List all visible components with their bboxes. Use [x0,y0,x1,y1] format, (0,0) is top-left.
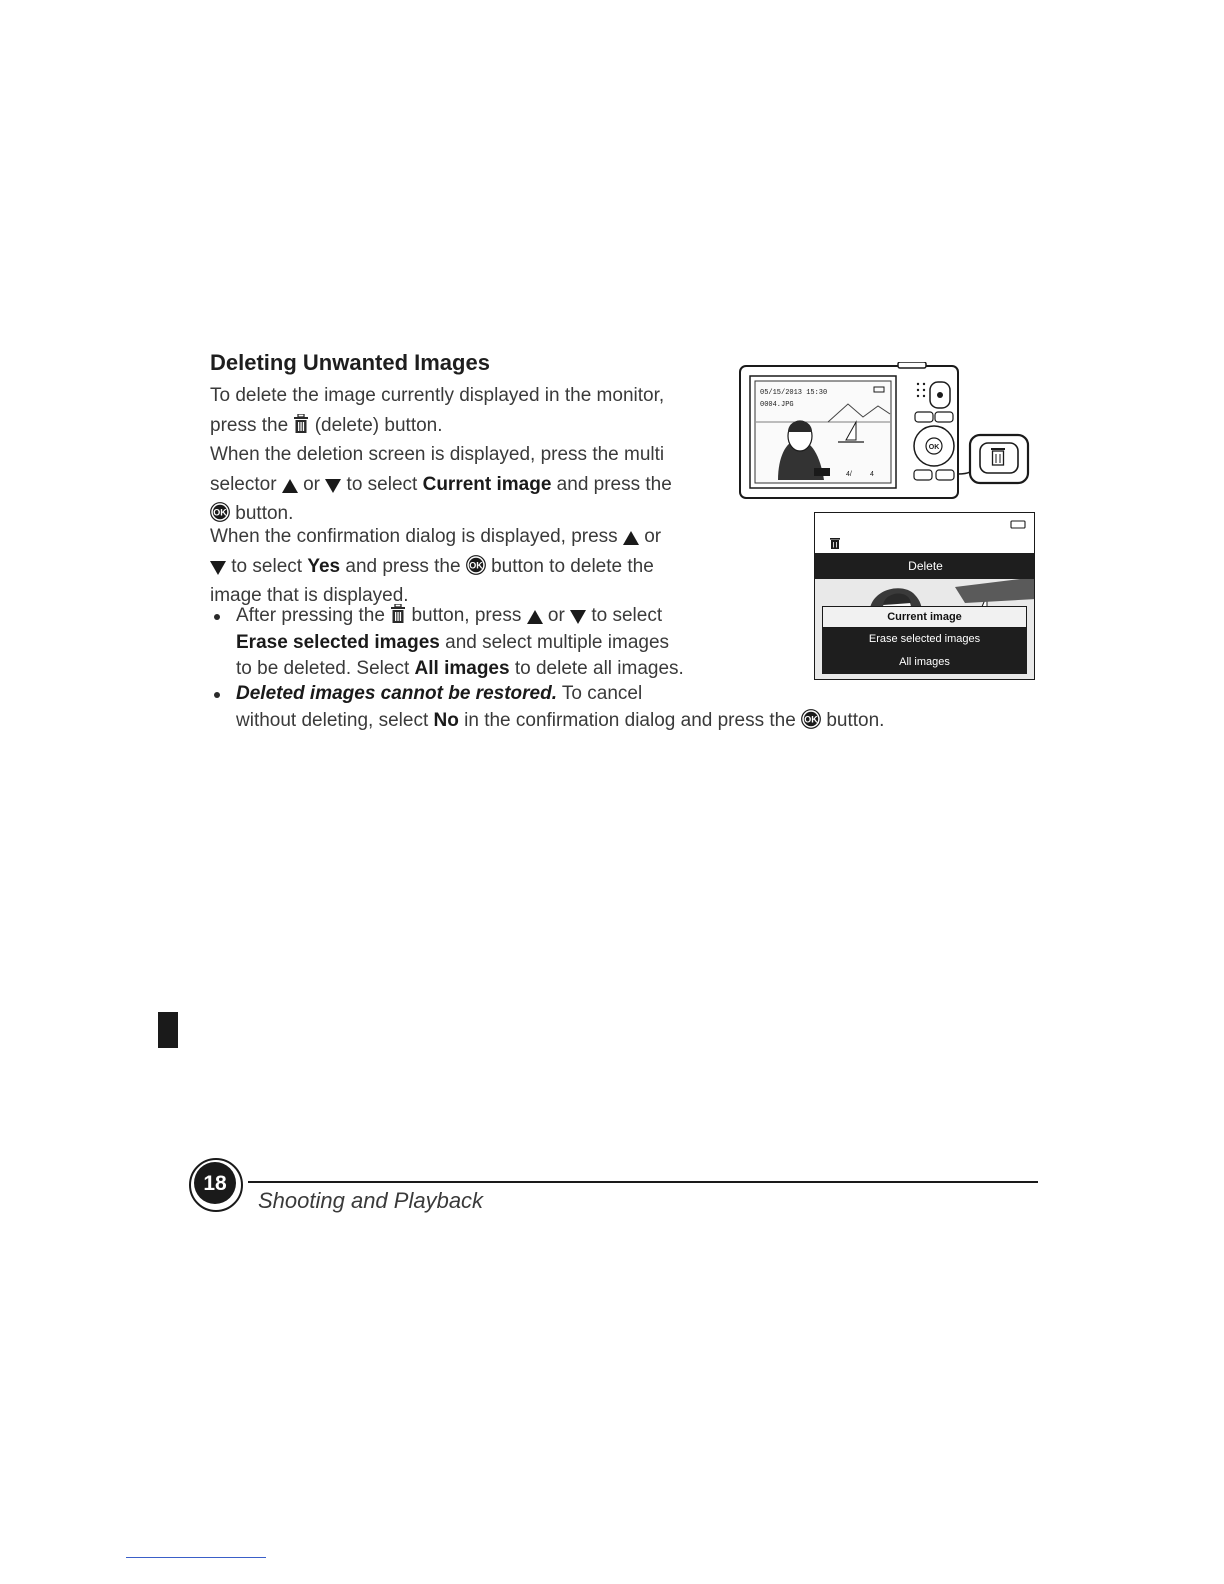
confirm-line-3: image that is displayed. [210,585,409,606]
menu-item-current-image[interactable]: Current image [822,606,1027,628]
intro-line-1: To delete the image currently displayed in the monitor, [210,385,665,406]
intro-paragraph [210,381,672,529]
down-triangle-icon [210,561,226,575]
link-underline [126,1557,266,1558]
page-number: 18 [203,1171,227,1195]
confirm-line-2: to select Yes and press the OK button to delete the [210,552,661,582]
lcd-filename: 0004.JPG [760,401,794,409]
section-heading: Deleting Unwanted Images [210,350,490,375]
lcd-date: 05/15/2013 15:30 [760,389,828,397]
menu-item-all-images[interactable]: All images [822,650,1027,674]
bullet-marker [214,614,220,620]
intro-line-2: press the (delete) button. [210,414,443,436]
lcd-counter: 4/ [846,471,852,478]
down-triangle-icon [570,610,586,624]
intro-line-4: selector or to select Current image and press the [210,473,672,495]
svg-text:OK: OK [469,560,483,570]
up-triangle-icon [623,531,639,545]
svg-text:OK: OK [213,507,227,518]
down-triangle-icon [325,479,341,493]
svg-text:OK: OK [928,444,940,451]
trash-icon [390,604,406,624]
confirm-line-1: When the confirmation dialog is displayed, press or [210,526,662,547]
footer-section-title: Shooting and Playback [258,1188,484,1213]
trash-icon [293,414,309,434]
up-triangle-icon [282,479,298,493]
ok-button-icon [801,709,821,729]
svg-text:OK: OK [804,714,818,724]
camera-back-illustration [738,362,1038,502]
ok-button-icon [466,555,486,575]
trash-icon [830,538,840,549]
bullet-marker [214,692,220,698]
delete-menu-title: Delete [815,553,1035,579]
ok-button-icon [210,502,230,522]
lcd-remaining: 4 [870,471,874,478]
chapter-tab-marker [158,1012,178,1048]
bullet-item-2: Deleted images cannot be restored. To cancel without deleting, select No in the confirmation dialog and press the OK button. [236,683,885,731]
intro-line-3: When the deletion screen is displayed, press the multi [210,444,665,465]
menu-item-erase-selected-images[interactable]: Erase selected images [822,628,1027,650]
footer-rule [248,1181,1038,1183]
battery-icon [1011,521,1025,528]
bullet-item-1: After pressing the button, press or to select Erase selected images and select multiple images to be deleted. Select All images to delete all images. [236,605,684,679]
confirm-paragraph [210,522,661,611]
up-triangle-icon [527,610,543,624]
intro-line-5: OK button. [210,499,672,529]
